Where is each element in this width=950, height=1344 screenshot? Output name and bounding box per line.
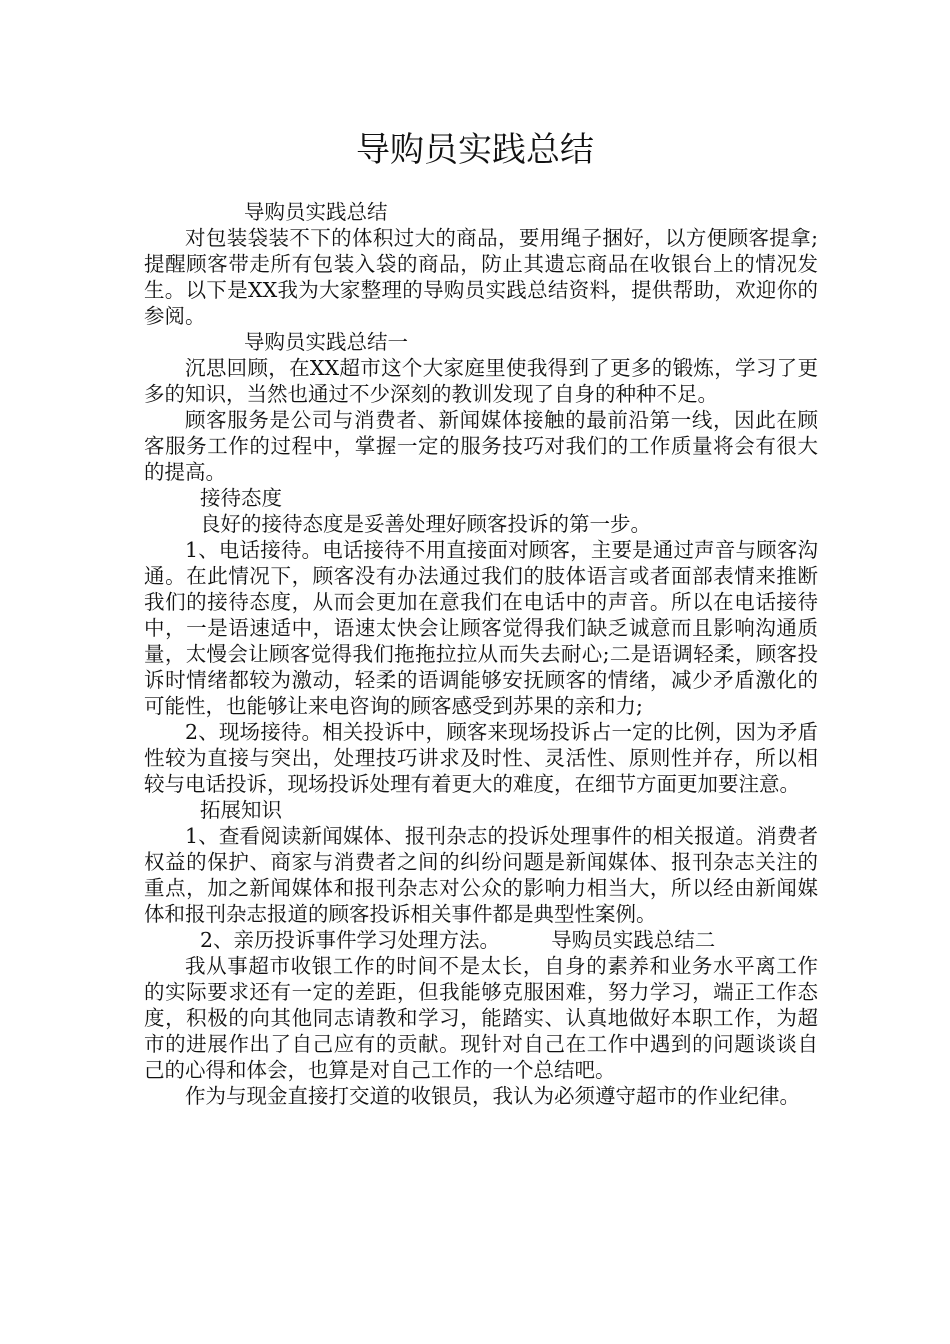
paragraph: 1、查看阅读新闻媒体、报刊杂志的投诉处理事件的相关报道。消费者权益的保护、商家与消费者之间的纠纷问题是新闻媒体、报刊杂志关注的重点，加之新闻媒体和报刊杂志对公众的影响力相当大，所以经由新闻媒体和报刊杂志报道的顾客投诉相关事件都是典型性案例。 <box>144 824 818 926</box>
subheading: 接待态度 <box>200 486 282 510</box>
document-body <box>144 199 818 1109</box>
paragraph: 良好的接待态度是妥善处理好顾客投诉的第一步。 <box>200 512 651 536</box>
page-title: 导购员实践总结 <box>356 130 594 170</box>
paragraph: 2、亲历投诉事件学习处理方法。 导购员实践总结二 <box>200 928 716 952</box>
subheading: 拓展知识 <box>200 798 282 822</box>
section-heading: 导购员实践总结 <box>244 200 388 224</box>
paragraph: 顾客服务是公司与消费者、新闻媒体接触的最前沿第一线，因此在顾客服务工作的过程中，掌握一定的服务技巧对我们的工作质量将会有很大的提高。 <box>144 408 818 484</box>
paragraph: 2、现场接待。相关投诉中，顾客来现场投诉占一定的比例，因为矛盾性较为直接与突出，处理技巧讲求及时性、灵活性、原则性并存，所以相较与电话投诉，现场投诉处理有着更大的难度，在细节方面更加要注意。 <box>144 720 818 796</box>
paragraph: 作为与现金直接打交道的收银员，我认为必须遵守超市的作业纪律。 <box>185 1084 800 1108</box>
paragraph: 沉思回顾，在XX超市这个大家庭里使我得到了更多的锻炼，学习了更多的知识，当然也通过不少深刻的教训发现了自身的种种不足。 <box>144 356 818 406</box>
section-heading: 导购员实践总结一 <box>244 330 408 354</box>
paragraph: 我从事超市收银工作的时间不是太长，自身的素养和业务水平离工作的实际要求还有一定的差距，但我能够克服困难，努力学习，端正工作态度，积极的向其他同志请教和学习，能踏实、认真地做好本职工作，为超市的进展作出了自己应有的贡献。现针对自己在工作中遇到的问题谈谈自己的心得和体会，也算是对自己工作的一个总结吧。 <box>144 954 818 1082</box>
paragraph: 对包装袋装不下的体积过大的商品，要用绳子捆好，以方便顾客提拿;提醒顾客带走所有包装入袋的商品，防止其遗忘商品在收银台上的情况发生。以下是XX我为大家整理的导购员实践总结资料，提供帮助，欢迎你的参阅。 <box>144 226 818 328</box>
paragraph: 1、电话接待。电话接待不用直接面对顾客，主要是通过声音与顾客沟通。在此情况下，顾客没有办法通过我们的肢体语言或者面部表情来推断我们的接待态度，从而会更加在意我们在电话中的声音。所以在电话接待中，一是语速适中，语速太快会让顾客觉得我们缺乏诚意而且影响沟通质量，太慢会让顾客觉得我们拖拖拉拉从而失去耐心;二是语调轻柔，顾客投诉时情绪都较为激动，轻柔的语调能够安抚顾客的情绪，减少矛盾激化的可能性，也能够让来电咨询的顾客感受到苏果的亲和力; <box>144 538 818 718</box>
